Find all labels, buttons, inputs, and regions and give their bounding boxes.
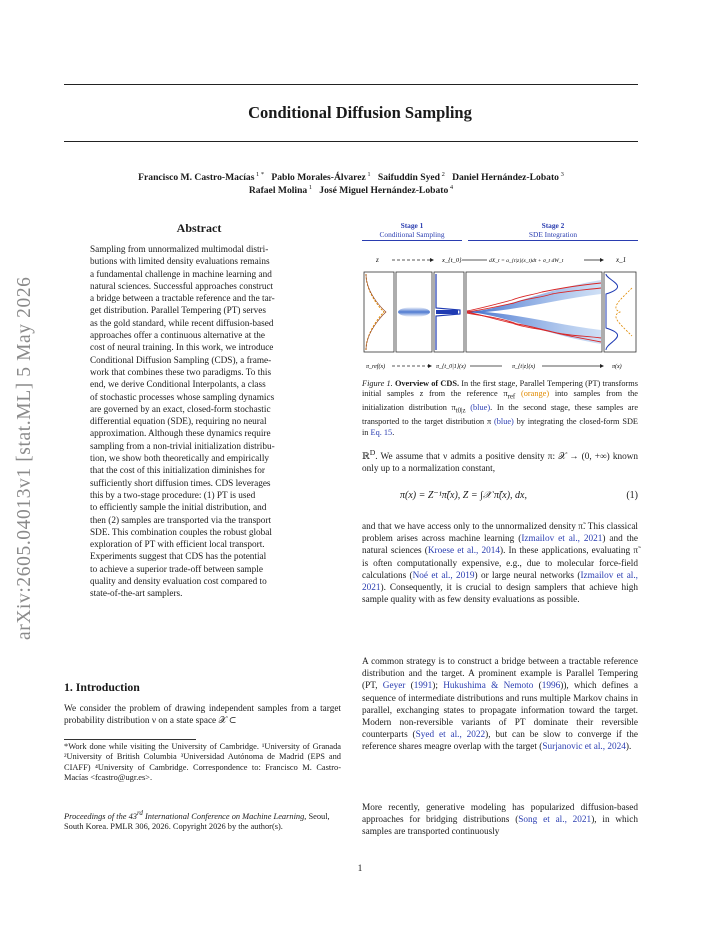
p3-citation[interactable]: 1996 bbox=[541, 681, 561, 692]
paragraph-pt bbox=[362, 656, 638, 754]
caption-seg3: . In the second stage, these samples are transported to the target distribution π bbox=[362, 403, 639, 427]
author-line1-affil-3: 3 bbox=[558, 171, 564, 178]
abstract-line: Experiments suggest that CDS has the potential bbox=[90, 552, 267, 563]
proceedings-note bbox=[64, 808, 341, 833]
paper-title: Conditional Diffusion Sampling bbox=[248, 103, 472, 122]
abstract-line: approaches offer a continuous alternative at the bbox=[90, 331, 265, 342]
p4-text: More recently, generative modeling has popularized diffusion-based approaches for bridging distributions ( bbox=[362, 803, 638, 826]
author-line-2 bbox=[64, 181, 638, 197]
abstract-line: of stochastic processes whose sampling dynamics bbox=[90, 392, 275, 403]
author-line1-name-3: Daniel Hernández-Lobato bbox=[452, 172, 559, 184]
caption-seg4: by integrating the closed-form SDE in bbox=[362, 417, 638, 437]
arrowhead-1 bbox=[430, 258, 434, 262]
abstract-line: approximation. Although these dynamics require bbox=[90, 429, 271, 440]
stage2-subtitle: SDE Integration bbox=[468, 230, 638, 241]
author-line2-name-1: José Miguel Hernández-Lobato bbox=[319, 185, 449, 197]
page-number: 1 bbox=[357, 864, 363, 874]
p2-text: ) and the natural sciences ( bbox=[362, 534, 638, 557]
introduction-text: We consider the problem of drawing independent samples from a target probability distribution ν on a state space 𝒳 ⊂ bbox=[64, 704, 341, 727]
p2-text: ) or large neural networks ( bbox=[474, 570, 581, 581]
equation-number: (1) bbox=[626, 490, 638, 501]
footnote: *Work done while visiting the University of Cambridge. ¹University of Granada ²University of British Columbia ³Universidad Autónoma de Madrid (EPS and CIAFF) ⁴University of Cambridge. Correspondence to: Francisco M. Castro-Macías <fcastro@ugr.es>. bbox=[64, 742, 341, 783]
abstract-line: to achieve a superior trade-off between sample bbox=[90, 564, 263, 575]
paragraph-problem bbox=[362, 521, 638, 606]
p3-text: A common strategy is to construct a bridge between a tractable reference distribution and the target. A prominent example is Parallel Tempering (PT, bbox=[362, 657, 638, 692]
title-top-rule bbox=[64, 84, 638, 85]
abstract-line: a bridge between a tractable reference and the tar- bbox=[90, 294, 275, 305]
density-assumption: . We assume that ν admits a positive density π: 𝒳 → (0, +∞) known only up to a normalization constant, bbox=[362, 452, 638, 475]
author-line1-name-1: Pablo Morales-Álvarez bbox=[271, 172, 366, 184]
caption-orange: (orange) bbox=[520, 389, 550, 399]
space-dim: D bbox=[369, 448, 376, 457]
abstract-heading: Abstract bbox=[176, 221, 222, 235]
author-line1-affil-0: 1 * bbox=[254, 171, 265, 178]
label-xt0: x_{t_0} bbox=[442, 257, 462, 264]
p3-citation[interactable]: Surjanovic et al., 2024 bbox=[542, 742, 626, 753]
label-pi-ref: π_ref(x) bbox=[366, 364, 386, 370]
abstract-line: to efficiently sample the initial distribution, and bbox=[90, 503, 267, 514]
arrowhead-3 bbox=[428, 364, 432, 368]
p3-text: ( bbox=[405, 681, 414, 692]
stage1-header bbox=[362, 221, 462, 241]
overview-figure bbox=[362, 250, 638, 374]
p2-citation[interactable]: Noé et al., 2019 bbox=[412, 570, 475, 581]
title-bottom-rule bbox=[64, 141, 638, 142]
label-sde: dX_t = a_{t|z}(x_t)dt + σ_t dW_t bbox=[489, 258, 564, 264]
p3-citation[interactable]: Syed et al., 2022 bbox=[415, 730, 486, 741]
abstract-line: SDE. This combination couples the robust global bbox=[90, 527, 272, 538]
p2-citation[interactable]: Izmailov et al., 2021 bbox=[362, 570, 638, 594]
caption-ref-sub: ref bbox=[507, 393, 516, 401]
author-line2-affil-1: 4 bbox=[448, 184, 454, 191]
introduction-heading: 1. Introduction bbox=[64, 680, 140, 694]
p3-text: ). bbox=[625, 742, 632, 753]
label-z: z bbox=[376, 256, 379, 264]
caption-seg5: . bbox=[392, 427, 395, 437]
label-pi-t0: π_{t_0|1}(x) bbox=[436, 364, 466, 370]
abstract-line: differential equation (SDE), requiring no neural bbox=[90, 417, 267, 428]
author-line1-affil-2: 2 bbox=[440, 171, 445, 178]
abstract-line: Conditional Diffusion Sampling (CDS), a frame- bbox=[90, 355, 272, 366]
author-line1-name-0: Francisco M. Castro-Macías bbox=[138, 172, 255, 184]
abstract-line: are governed by an exact, closed-form stochastic bbox=[90, 404, 271, 415]
proceedings-prefix: Proceedings of the bbox=[64, 811, 129, 821]
author-line1-name-2: Saifuddin Syed bbox=[377, 172, 440, 184]
p3-text: ); bbox=[432, 681, 444, 692]
footnote-rule bbox=[64, 739, 196, 740]
abstract-line: sampling from a non-trivial initialization distribu- bbox=[90, 441, 275, 452]
init-spike bbox=[436, 310, 458, 314]
paragraph-diffusion bbox=[362, 802, 638, 839]
caption-blue: (blue) bbox=[470, 403, 491, 413]
caption-eq-link[interactable]: Eq. 15 bbox=[370, 427, 393, 437]
p2-text: ). In these applications, evaluating π̃ is often computationally expensive, e.g., due to molecular force-field calculations ( bbox=[362, 546, 638, 581]
abstract-line: a fundamental challenge in machine learning and bbox=[90, 269, 272, 280]
stage1-subtitle: Conditional Sampling bbox=[362, 230, 462, 241]
space-symbol: ℝ bbox=[362, 452, 370, 463]
p2-text: ). Consequently, it is crucial to design samplers that achieve high sample quality with as few density evaluations as possible. bbox=[362, 583, 638, 606]
abstract-line: butions with limited density evaluations remains bbox=[90, 257, 270, 268]
arxiv-stamp[interactable]: arXiv:2605.04013v1 [stat.ML] 5 May 2026 bbox=[14, 276, 35, 640]
proceedings-ordinal: 43 bbox=[128, 811, 137, 821]
p3-citation[interactable]: Hukushima & Nemoto bbox=[443, 681, 534, 692]
p3-text: ), but can be slow to converge if the reference shares meagre overlap with the target ( bbox=[362, 730, 638, 753]
caption-seg2: into samples from the initialization distribution π bbox=[362, 389, 638, 413]
stage2-title: Stage 2 bbox=[541, 221, 565, 230]
pt-heatmap bbox=[398, 307, 430, 317]
proceedings-tail: , Seoul, South Korea. PMLR 306, 2026. Copyright 2026 by the author(s). bbox=[64, 811, 330, 832]
abstract-line: this by a two-stage procedure: (1) PT is used bbox=[90, 490, 256, 501]
panel-reference bbox=[364, 272, 394, 352]
p3-citation[interactable]: Geyer bbox=[382, 681, 406, 692]
proceedings-ordinal-sup: rd bbox=[136, 809, 143, 817]
label-pi: π(x) bbox=[612, 364, 622, 370]
caption-bold: Overview of CDS. bbox=[394, 379, 460, 388]
author-line1-affil-1: 1 bbox=[365, 171, 371, 178]
abstract-line: exploration of PT with efficient local transport. bbox=[90, 540, 265, 551]
p2-citation[interactable]: Kroese et al., 2014 bbox=[427, 546, 500, 557]
stage1-title: Stage 1 bbox=[400, 221, 424, 230]
paragraph-density bbox=[362, 447, 638, 475]
abstract-line: quality and density evaluation cost compared to bbox=[90, 577, 267, 588]
abstract-line: sufficiently short diffusion times. CDS leverages bbox=[90, 478, 271, 489]
abstract-line: get distribution. Parallel Tempering (PT) serves bbox=[90, 306, 266, 317]
abstract-line: end, we derive Conditional Interpolants, a class bbox=[90, 380, 266, 391]
abstract-line: cost of neural training. In this work, we introduce bbox=[90, 343, 274, 354]
abstract-line: as the gold standard, while recent diffusion-based bbox=[90, 318, 274, 329]
p2-citation[interactable]: Izmailov et al., 2021 bbox=[521, 534, 603, 545]
author-line2-affil-0: 1 bbox=[307, 184, 313, 191]
p3-text: ( bbox=[533, 681, 542, 692]
abstract-line: natural sciences. Successful approaches construct bbox=[90, 281, 274, 292]
caption-seg1: In the first stage, Parallel Tempering (PT) transforms initial samples z from the reference π bbox=[362, 379, 638, 399]
p3-citation[interactable]: 1991 bbox=[413, 681, 433, 692]
p4-text: ), in which samples are transported continuously bbox=[362, 815, 638, 838]
abstract-line: Sampling from unnormalized multimodal distri- bbox=[90, 245, 269, 255]
arrowhead-2 bbox=[600, 258, 604, 262]
abstract-line: then (2) samples are transported via the transport bbox=[90, 515, 272, 526]
p2-text: and that we have access only to the unnormalized density π̃. This classical problem arises across machine learning ( bbox=[362, 522, 638, 545]
p4-citation[interactable]: Song et al., 2021 bbox=[518, 815, 592, 826]
abstract-line: that the cost of this initialization diminishes for bbox=[90, 466, 265, 477]
equation-body: π(x) = Z⁻¹π̃(x), Z = ∫𝒳 π̃(x), dx, bbox=[400, 490, 527, 501]
label-pi-t: π_{t|z}(x) bbox=[512, 364, 536, 370]
label-x1: x_1 bbox=[616, 256, 627, 264]
stage2-header bbox=[468, 221, 638, 241]
figure-caption bbox=[362, 379, 638, 438]
caption-blue-2: (blue) bbox=[493, 417, 514, 427]
arrowhead-4 bbox=[600, 364, 604, 368]
proceedings-conference: International Conference on Machine Learning bbox=[142, 811, 305, 821]
abstract-line: state-of-the-art samplers. bbox=[90, 589, 183, 600]
p3-text: )), which defines a sequence of intermediate distributions and runs multiple Markov chains in parallel, exchanging states to propagate information toward the target. Modern non-reversible variants of PT dominate their reversible counterparts ( bbox=[362, 681, 638, 741]
abstract-line: tion, we show both theoretically and empirically bbox=[90, 454, 270, 465]
author-line2-name-0: Rafael Molina bbox=[248, 185, 308, 197]
caption-t0-sub: t0|z bbox=[455, 407, 466, 415]
abstract-line: work that combines these two paradigms. To this bbox=[90, 367, 272, 378]
caption-label: Figure 1. bbox=[362, 379, 393, 388]
abstract-body bbox=[90, 244, 316, 601]
